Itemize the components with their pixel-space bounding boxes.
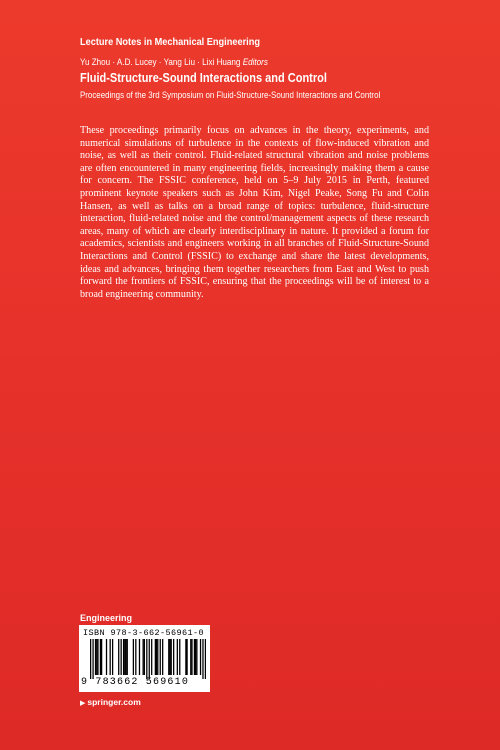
barcode-bar	[143, 639, 144, 675]
barcode-bar	[157, 639, 158, 675]
barcode-bar	[171, 639, 172, 675]
barcode-bar	[146, 639, 147, 679]
publisher-url-text: springer.com	[87, 697, 141, 707]
editors-role: Editors	[242, 57, 268, 67]
barcode-bar	[185, 639, 186, 675]
barcode-panel	[79, 625, 210, 692]
publisher-url	[80, 697, 141, 707]
barcode-bar	[155, 639, 156, 675]
barcode-bar	[133, 639, 134, 675]
isbn-text: ISBN 978-3-662-56961-0	[83, 628, 205, 638]
barcode-bar	[173, 639, 174, 675]
barcode-bar	[124, 639, 125, 675]
barcode-bar	[135, 639, 136, 675]
barcode-bar	[100, 639, 101, 675]
barcode-bar	[125, 639, 126, 675]
barcode-bar	[112, 639, 113, 675]
back-cover-blurb: These proceedings primarily focus on advances in the theory, experiments, and numerical simulations of turbulence in the contexts of flow-induced vibration and noise, as well as their control. Fluid-related structural vibration and noise problems are often encountered in many engineering fields, increasingly making them a cause for concern. The FSSIC conference, held on 5–9 July 2015 in Perth, featured prominent keynote speakers such as John Kim, Nigel Peake, Song Fu and Colin Hansen, as well as talks on a broad range of topics: turbulence, fluid-structure interaction, fluid-related noise and the control/management aspects of these research areas, many of which are clearly interdisciplinary in nature. It provided a forum for academics, scientists and engineers working in all branches of Fluid-Structure-Sound Interactions and Control (FSSIC) to exchange and share the latest developments, ideas and advances, bringing them together researchers from East and West to push forward the frontiers of FSSIC, ensuring that the proceedings will be of interest to a broad engineering community.	[80, 125, 429, 300]
barcode-bar	[196, 639, 197, 675]
barcode-image	[90, 639, 206, 679]
barcode-bar	[139, 639, 140, 675]
barcode-bar	[92, 639, 93, 679]
barcode-bar	[156, 639, 157, 675]
barcode-bar	[90, 639, 91, 679]
book-subtitle: Proceedings of the 3rd Symposium on Fluid-Structure-Sound Interactions and Control	[80, 90, 381, 100]
barcode-bar	[200, 639, 201, 675]
arrow-right-icon: ▶	[80, 700, 86, 707]
barcode-bar	[205, 639, 206, 679]
barcode-bar	[118, 639, 119, 675]
barcode-bar	[190, 639, 191, 675]
barcode-bar	[191, 639, 192, 675]
barcode-bar	[144, 639, 145, 675]
editors-line	[80, 57, 268, 67]
barcode-bar	[101, 639, 102, 675]
barcode-bar	[123, 639, 124, 675]
barcode-bar	[160, 639, 161, 675]
barcode-bar	[127, 639, 128, 675]
barcode-bar	[202, 639, 203, 679]
subject-category: Engineering	[80, 613, 133, 623]
barcode-bar	[195, 639, 196, 675]
barcode-bar	[168, 639, 169, 675]
barcode-bar	[194, 639, 195, 675]
barcode-bar	[97, 639, 98, 675]
barcode-bar	[95, 639, 96, 675]
barcode-digits: 9 783662 569610	[81, 677, 190, 688]
barcode-bar	[169, 639, 170, 675]
barcode-bar	[162, 639, 163, 675]
barcode-bar	[151, 639, 152, 675]
series-name: Lecture Notes in Mechanical Engineering	[80, 37, 260, 48]
editor-names: Yu Zhou · A.D. Lucey · Yang Liu · Lixi Huang	[80, 57, 241, 67]
barcode-bar	[186, 639, 187, 675]
barcode-bar	[177, 639, 178, 675]
barcode-bar	[96, 639, 97, 675]
barcode-bar	[110, 639, 111, 675]
barcode-bar	[149, 639, 150, 679]
barcode-bar	[121, 639, 122, 675]
book-title: Fluid-Structure-Sound Interactions and Control	[80, 71, 327, 85]
barcode-bar	[179, 639, 180, 675]
barcode-bar	[106, 639, 107, 675]
